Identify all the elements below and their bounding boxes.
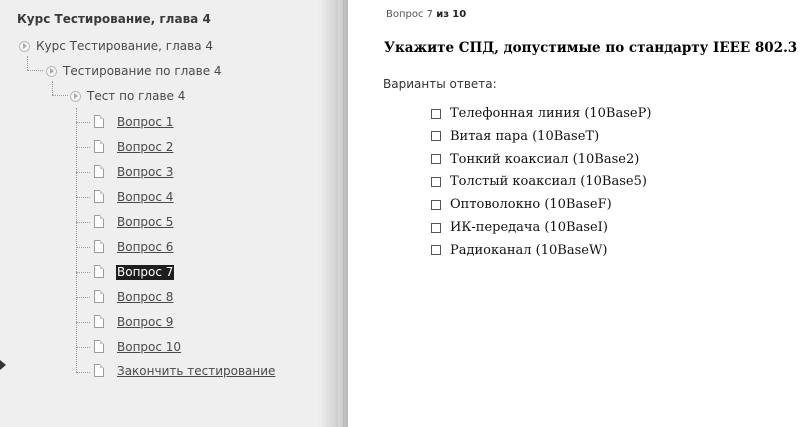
question-link-2[interactable]: Вопрос 2 xyxy=(117,140,174,154)
answer-option[interactable] xyxy=(431,152,639,167)
tree-connector xyxy=(76,247,90,248)
question-link-10[interactable]: Вопрос 10 xyxy=(117,340,182,354)
answers-label: Варианты ответа: xyxy=(383,77,497,91)
document-icon xyxy=(94,265,104,278)
tree-node-course-label: Курс Тестирование, глава 4 xyxy=(36,39,213,53)
answer-checkbox[interactable] xyxy=(431,109,441,119)
counter-total: 10 xyxy=(452,9,467,20)
question-text: Укажите СПД, допустимые по стандарту IEEE 802.3 xyxy=(384,40,798,56)
tree-connector xyxy=(52,81,53,95)
document-icon xyxy=(94,290,104,303)
answer-checkbox[interactable] xyxy=(431,200,441,210)
answer-label: Витая пара (10BaseT) xyxy=(450,128,600,144)
tree-connector xyxy=(76,297,90,298)
answer-label: Оптоволокно (10BaseF) xyxy=(450,197,612,213)
tree-node-course[interactable] xyxy=(19,39,213,53)
tree-node-test-label: Тест по главе 4 xyxy=(87,89,186,103)
answer-option[interactable] xyxy=(431,129,599,144)
document-icon xyxy=(94,364,104,377)
tree-connector xyxy=(76,372,90,373)
tree-connector xyxy=(76,347,90,348)
answer-checkbox[interactable] xyxy=(431,154,441,164)
counter-prefix: Вопрос xyxy=(386,9,424,20)
question-link-6[interactable]: Вопрос 6 xyxy=(117,240,174,254)
question-link-8[interactable]: Вопрос 8 xyxy=(117,290,174,304)
answer-option[interactable] xyxy=(431,174,647,189)
answer-option[interactable] xyxy=(431,106,651,121)
play-icon xyxy=(19,41,30,52)
tree-connector xyxy=(76,222,90,223)
counter-current: 7 xyxy=(426,9,434,20)
question-link-3[interactable]: Вопрос 3 xyxy=(117,165,174,179)
answer-option[interactable] xyxy=(431,197,612,212)
answer-label: Телефонная линия (10BaseP) xyxy=(450,106,652,121)
tree-node-test[interactable] xyxy=(70,89,185,103)
tree-connector xyxy=(76,272,90,273)
tree-connector xyxy=(76,147,90,148)
question-link-7[interactable]: Вопрос 7 xyxy=(117,265,174,279)
counter-of: из xyxy=(436,9,450,20)
question-link-9[interactable]: Вопрос 9 xyxy=(117,315,174,329)
tree-node-chapter[interactable] xyxy=(46,64,222,78)
answer-label: ИК-передача (10BaseI) xyxy=(450,220,608,235)
document-icon xyxy=(94,340,104,353)
document-icon xyxy=(94,140,104,153)
panel-divider xyxy=(343,0,344,427)
left-edge-marker xyxy=(0,360,6,370)
finish-test-link[interactable]: Закончить тестирование xyxy=(117,364,276,378)
document-icon xyxy=(94,315,104,328)
answer-label: Тонкий коаксиал (10Base2) xyxy=(450,151,640,167)
answer-checkbox[interactable] xyxy=(431,177,441,187)
course-heading: Курс Тестирование, глава 4 xyxy=(17,12,211,26)
tree-connector xyxy=(76,172,90,173)
question-counter xyxy=(386,9,466,20)
document-icon xyxy=(94,115,104,128)
answer-checkbox[interactable] xyxy=(431,223,441,233)
document-icon xyxy=(94,165,104,178)
play-icon xyxy=(46,66,57,77)
answer-option[interactable] xyxy=(431,243,607,258)
tree-connector xyxy=(76,197,90,198)
answer-option[interactable] xyxy=(431,220,608,235)
tree-connector xyxy=(52,95,68,96)
navigation-sidebar xyxy=(0,0,338,427)
play-icon xyxy=(70,91,81,102)
question-link-1[interactable]: Вопрос 1 xyxy=(117,115,174,129)
question-link-4[interactable]: Вопрос 4 xyxy=(117,190,174,204)
tree-connector xyxy=(27,56,28,70)
answer-label: Радиоканал (10BaseW) xyxy=(450,242,608,258)
document-icon xyxy=(94,190,104,203)
tree-connector xyxy=(76,122,90,123)
tree-connector xyxy=(76,322,90,323)
tree-node-chapter-label: Тестирование по главе 4 xyxy=(63,64,222,78)
answer-checkbox[interactable] xyxy=(431,245,441,255)
answer-label: Толстый коаксиал (10Base5) xyxy=(450,174,647,190)
document-icon xyxy=(94,215,104,228)
tree-connector xyxy=(27,70,43,71)
question-link-5[interactable]: Вопрос 5 xyxy=(117,215,174,229)
document-icon xyxy=(94,240,104,253)
answer-checkbox[interactable] xyxy=(431,131,441,141)
